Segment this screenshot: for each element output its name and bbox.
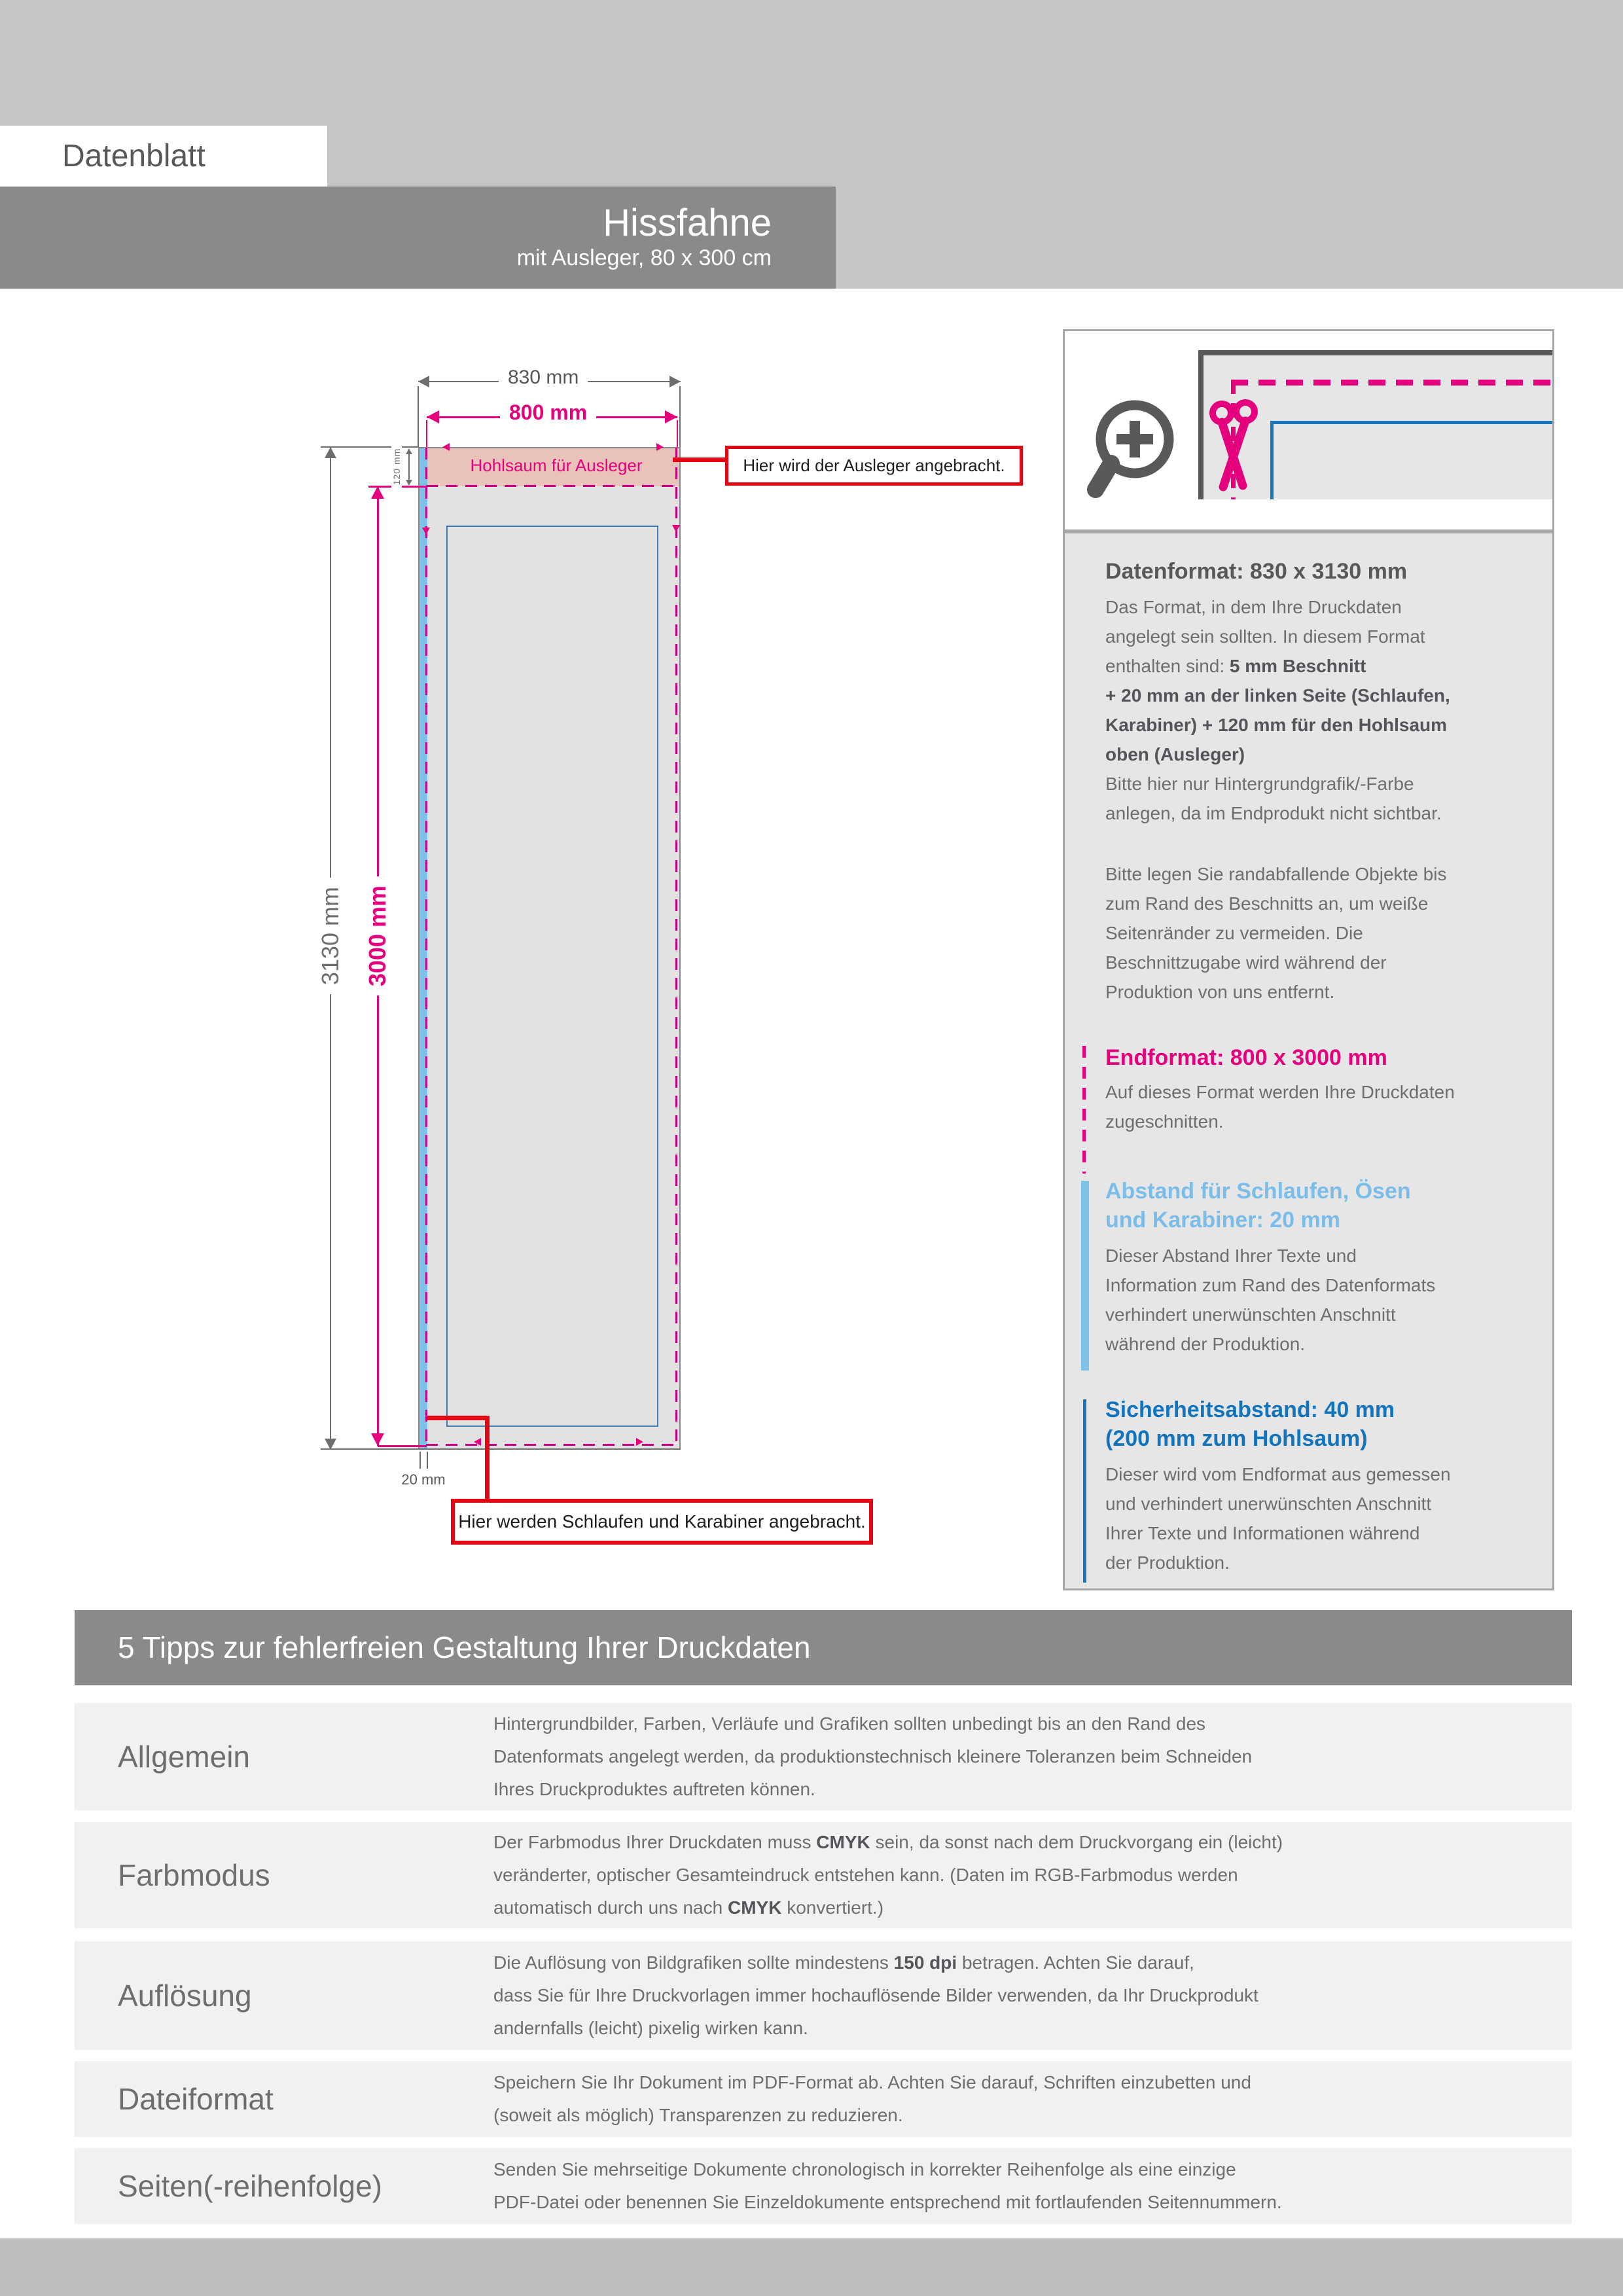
- ext-line: [418, 386, 419, 447]
- section-abstand: [1105, 1177, 1539, 1359]
- zoom-preview-box: [1063, 329, 1554, 531]
- scissors-icon: [1206, 398, 1261, 496]
- cut-mark-icon: [474, 1438, 481, 1446]
- section-endformat: [1105, 1043, 1539, 1136]
- footer-band: [0, 2238, 1623, 2296]
- blue-marker: [1083, 1399, 1086, 1583]
- arrow-down-icon: [406, 480, 412, 486]
- tip-label: Auflösung: [118, 1979, 252, 2013]
- dim-3000-label: 3000 mm: [364, 876, 391, 996]
- tip-row-seiten: [75, 2148, 1572, 2224]
- arrow-left-icon: [427, 410, 439, 423]
- cut-mark-icon: [672, 525, 680, 532]
- mini-cut-dash: [1231, 380, 1554, 386]
- section-heading: Sicherheitsabstand: 40 mm (200 mm zum Hohlsaum): [1105, 1397, 1395, 1451]
- section-body: Dieser wird vom Endformat aus gemessen und verhindert unerwünschten Anschnitt Ihrer Texte und Informationen während der Produktion.: [1105, 1464, 1451, 1573]
- ext-line: [426, 420, 427, 448]
- ext-line: [679, 386, 681, 447]
- section-body: Bitte legen Sie randabfallende Objekte bis zum Rand des Beschnitts an, um weiße Seitenränder zu vermeiden. Die Beschnittzugabe wird während der Produktion von uns entfernt.: [1105, 864, 1447, 1002]
- magnifier-plus-icon: [1082, 390, 1187, 514]
- mini-flag-corner-preview: [1198, 350, 1554, 499]
- ext-line: [321, 1448, 681, 1450]
- tip-row-farbmodus: [75, 1822, 1572, 1928]
- section-body: Auf dieses Format werden Ihre Druckdaten zugeschnitten.: [1105, 1082, 1455, 1132]
- tip-label: Dateiformat: [118, 2082, 274, 2116]
- section-body: Das Format, in dem Ihre Druckdaten angelegt sein sollten. In diesem Format enthalten sind: 5 mm Beschnitt + 20 mm an der linken Seite (Schlaufen, Karabiner) + 120 mm für den Hohlsaum oben (Ausleger) Bitte hier nur Hintergrundgrafik/-Farbe anlegen, da im Endprodukt nicht sichtbar.: [1105, 597, 1450, 823]
- callout-ausleger: Hier wird der Ausleger angebracht.: [725, 446, 1023, 486]
- ext-line: [677, 420, 678, 448]
- cut-mark-icon: [442, 443, 450, 451]
- endformat-dash-top: [426, 485, 677, 487]
- tip-text: Senden Sie mehrseitige Dokumente chronologisch in korrekter Reihenfolge als eine einzige PDF-Datei oder benennen Sie Einzeldokumente entsprechend mit fortlaufenden Seitennummern.: [493, 2159, 1282, 2212]
- callout-schlaufen: Hier werden Schlaufen und Karabiner angebracht.: [451, 1499, 873, 1545]
- callout-bottom-connector: [427, 1416, 490, 1420]
- datenblatt-label: Datenblatt: [62, 139, 205, 173]
- endformat-dash-left: [425, 448, 427, 1446]
- endformat-dash-right: [675, 448, 677, 1446]
- mini-data-edge: [1198, 350, 1554, 355]
- tip-text: Speichern Sie Ihr Dokument im PDF-Format ab. Achten Sie darauf, Schriften einzubetten und (soweit als möglich) Transparenzen zu reduzieren.: [493, 2072, 1251, 2125]
- arrow-up-icon: [325, 447, 336, 458]
- callout-bottom-connector: [485, 1416, 490, 1501]
- tip-label: Allgemein: [118, 1740, 250, 1774]
- cut-mark-icon: [422, 528, 430, 535]
- tips-header-bar: [75, 1610, 1572, 1685]
- dim-20-tick: [427, 1452, 428, 1469]
- tip-text: Der Farbmodus Ihrer Druckdaten muss CMYK sein, da sonst nach dem Druckvorgang ein (leicht) veränderter, optischer Gesamteindruck entstehen kann. (Daten im RGB-Farbmodus werden automatisch durch uns nach CMYK konvertiert.): [493, 1832, 1283, 1918]
- arrow-right-icon: [665, 410, 677, 423]
- mini-data-edge: [1198, 350, 1204, 499]
- arrow-up-icon: [371, 486, 384, 499]
- ext-line: [378, 1445, 427, 1447]
- tip-label: Seiten(-reihenfolge): [118, 2169, 383, 2203]
- cut-mark-icon: [636, 1438, 643, 1446]
- product-title: Hissfahne: [603, 202, 772, 244]
- section-sicherheitsabstand: [1105, 1395, 1539, 1577]
- dim-120-label: 120 mm: [391, 446, 402, 488]
- section-heading: Datenformat: 830 x 3130 mm: [1105, 559, 1408, 584]
- section-datenformat: [1105, 557, 1539, 1007]
- callout-top-connector: [673, 457, 725, 462]
- ext-line: [321, 446, 418, 448]
- mini-safety-line: [1270, 421, 1274, 499]
- section-body: Dieser Abstand Ihrer Texte und Information zum Rand des Datenformats verhindert unerwünschten Anschnitt während der Produktion.: [1105, 1246, 1436, 1354]
- tips-header-title: 5 Tipps zur fehlerfreien Gestaltung Ihrer Druckdaten: [118, 1630, 811, 1664]
- tip-row-dateiformat: [75, 2061, 1572, 2137]
- tip-label: Farbmodus: [118, 1858, 270, 1892]
- lightblue-marker: [1081, 1181, 1089, 1371]
- dim-20-tick: [419, 1452, 421, 1469]
- dim-800-label: 800 mm: [500, 401, 596, 425]
- product-header-band: [0, 187, 836, 289]
- dashed-marker: [1082, 1046, 1086, 1174]
- dim-830-label: 830 mm: [499, 367, 588, 389]
- dim-3130-label: 3130 mm: [317, 878, 344, 994]
- tip-text: Hintergrundbilder, Farben, Verläufe und Grafiken sollten unbedingt bis an den Rand des Datenformats angelegt werden, da produktionstechnisch kleinere Toleranzen beim Schneiden Ihres Druckproduktes auftreten können.: [493, 1713, 1253, 1799]
- tip-row-allgemein: [75, 1703, 1572, 1810]
- mini-safety-line: [1270, 421, 1554, 424]
- hohlsaum-label: Hohlsaum für Ausleger: [470, 456, 643, 475]
- arrow-up-icon: [406, 448, 412, 454]
- cut-mark-icon: [656, 443, 664, 451]
- dim-20-label: 20 mm: [401, 1471, 446, 1488]
- datenblatt-label-box: [0, 126, 327, 187]
- arrow-left-icon: [418, 376, 429, 387]
- info-panel: [1063, 531, 1554, 1590]
- tip-text: Die Auflösung von Bildgrafiken sollte mindestens 150 dpi betragen. Achten Sie darauf, dass Sie für Ihre Druckvorlagen immer hochauflösende Bilder verwenden, da Ihr Druckprodukt andernfalls (leicht) pixelig wirken kann.: [493, 1952, 1258, 2038]
- section-heading: Abstand für Schlaufen, Ösen und Karabiner: 20 mm: [1105, 1179, 1411, 1232]
- section-heading: Endformat: 800 x 3000 mm: [1105, 1045, 1387, 1070]
- product-subtitle: mit Ausleger, 80 x 300 cm: [516, 245, 772, 270]
- arrow-down-icon: [371, 1433, 384, 1446]
- tip-row-aufloesung: [75, 1941, 1572, 2050]
- safety-margin-rect: [446, 526, 658, 1427]
